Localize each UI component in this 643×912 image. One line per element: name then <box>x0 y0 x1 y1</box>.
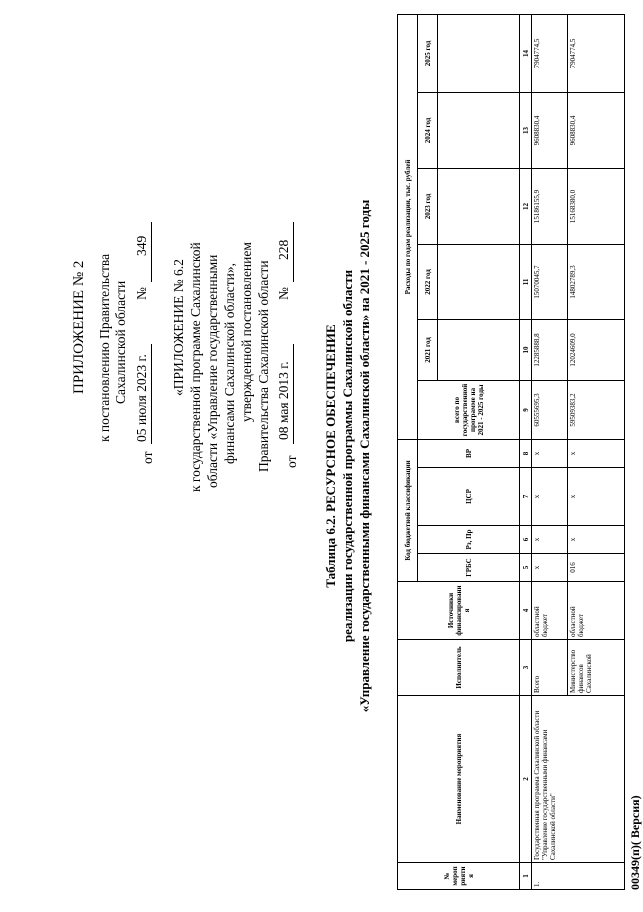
row-vr: х <box>532 439 568 467</box>
column-number-row <box>520 14 532 889</box>
appendix-ot-label: от <box>284 455 299 468</box>
header-name: Наименование мероприятия <box>398 696 520 863</box>
appendix-line-1: к государственной программе Сахалинской <box>188 242 203 492</box>
col-number: 13 <box>520 92 532 168</box>
row-2024: 9608830,4 <box>532 92 568 168</box>
row-2021: 12285888,8 <box>532 319 568 380</box>
row-grbs: 016 <box>568 554 625 582</box>
row-source: областной бюджет <box>568 582 625 640</box>
col-number: 3 <box>520 640 532 696</box>
header-2024: 2024 год <box>418 92 438 168</box>
col-number: 11 <box>520 244 532 319</box>
appendix-date-underline <box>293 344 294 444</box>
annex-line-2: Сахалинской области <box>113 280 128 404</box>
row-2025: 7904774,5 <box>568 14 625 92</box>
col-number: 6 <box>520 526 532 554</box>
header-source: Источники финансирования <box>398 582 520 640</box>
header-2021: 2021 год <box>418 319 438 380</box>
row-csr: х <box>568 468 625 526</box>
header-num: № мероприятия <box>398 863 520 890</box>
row-executor: Всего <box>532 640 568 696</box>
appendix-title: «ПРИЛОЖЕНИЕ № 6.2 <box>171 259 186 396</box>
appendix-line-2: области «Управление государственными <box>205 254 220 488</box>
col-number: 7 <box>520 468 532 526</box>
row-rz-pr: х <box>568 526 625 554</box>
col-number: 4 <box>520 582 532 640</box>
header-2025: 2025 год <box>418 14 438 92</box>
header-vr: ВР <box>418 439 520 467</box>
row-grbs: х <box>532 554 568 582</box>
row-2025: 7904774,5 <box>532 14 568 92</box>
col-number: 8 <box>520 439 532 467</box>
appendix-number-underline <box>293 222 294 282</box>
resource-table <box>397 14 625 890</box>
header-grbs: ГРБС <box>418 554 520 582</box>
header-executor: Исполнитель <box>398 640 520 696</box>
document-code: 00349(п)( Версия) <box>628 795 642 890</box>
table-row <box>532 14 568 889</box>
annex-number-underline <box>151 222 152 282</box>
col-number: 1 <box>520 863 532 890</box>
table-title-line-3: «Управление государственными финансами Сахалинской области» на 2021 - 2025 годы <box>357 199 372 713</box>
row-csr: х <box>532 468 568 526</box>
row-2024: 9608830,4 <box>568 92 625 168</box>
table-title-line-1: Таблица 6.2. РЕСУРСНОЕ ОБЕСПЕЧЕНИЕ <box>323 324 338 588</box>
annex-ot-label: от <box>140 451 155 464</box>
header-row-top <box>398 14 418 889</box>
annex-number: 349 <box>134 235 149 256</box>
annex-date: 05 июля 2023 г. <box>134 354 149 442</box>
row-name: Государственная программа Сахалинской области "Управление государственными финансами Сахалинской области" <box>532 696 625 863</box>
col-number: 10 <box>520 319 532 380</box>
annex-line-1: к постановлению Правительства <box>97 253 112 442</box>
header-rz-pr: Рз, Пр <box>418 526 520 554</box>
appendix-line-4: утвержденной постановлением <box>239 242 254 422</box>
appendix-line-5: Правительства Сахалинской области <box>256 260 271 472</box>
header-2025-space <box>438 14 520 92</box>
header-budget-code: Код бюджетной классификации <box>398 439 418 581</box>
annex-number-sign: № <box>134 287 149 300</box>
header-expenses: Расходы по годам реализации, тыс. рублей <box>398 14 418 439</box>
appendix-number: 228 <box>276 239 291 260</box>
header-2024-space <box>438 92 520 168</box>
header-2022: 2022 год <box>418 244 438 319</box>
row-2023: 15168380,0 <box>568 168 625 244</box>
header-total: всего по государственной программе на 2021 - 2025 годы <box>418 380 520 439</box>
row-rz-pr: х <box>532 526 568 554</box>
table-title-line-2: реализации государственной программы Сахалинской области <box>340 269 355 643</box>
row-executor: Министерство финансов Сахалинской <box>568 640 625 696</box>
col-number: 9 <box>520 380 532 439</box>
header-2023: 2023 год <box>418 168 438 244</box>
header-2021-space <box>438 319 520 380</box>
row-vr: х <box>568 439 625 467</box>
row-source: областной бюджет <box>532 582 568 640</box>
annex-date-underline <box>151 344 152 444</box>
header-2022-space <box>438 244 520 319</box>
col-number: 5 <box>520 554 532 582</box>
header-csr: ЦСР <box>418 468 520 526</box>
col-number: 14 <box>520 14 532 92</box>
row-2022: 15070045,7 <box>532 244 568 319</box>
header-2023-space <box>438 168 520 244</box>
col-number: 12 <box>520 168 532 244</box>
row-2021: 12024609,0 <box>568 319 625 380</box>
row-total: 60555695,3 <box>532 380 568 439</box>
annex-title: ПРИЛОЖЕНИЕ № 2 <box>71 260 87 394</box>
col-number: 2 <box>520 696 532 863</box>
appendix-line-3: финансами Сахалинской области», <box>222 262 237 464</box>
appendix-number-sign: № <box>276 287 291 300</box>
appendix-date: 08 мая 2013 г. <box>276 361 291 440</box>
row-total: 59509383,2 <box>568 380 625 439</box>
row-num: 1. <box>532 863 625 890</box>
row-2022: 14802789,3 <box>568 244 625 319</box>
row-2023: 15186155,9 <box>532 168 568 244</box>
